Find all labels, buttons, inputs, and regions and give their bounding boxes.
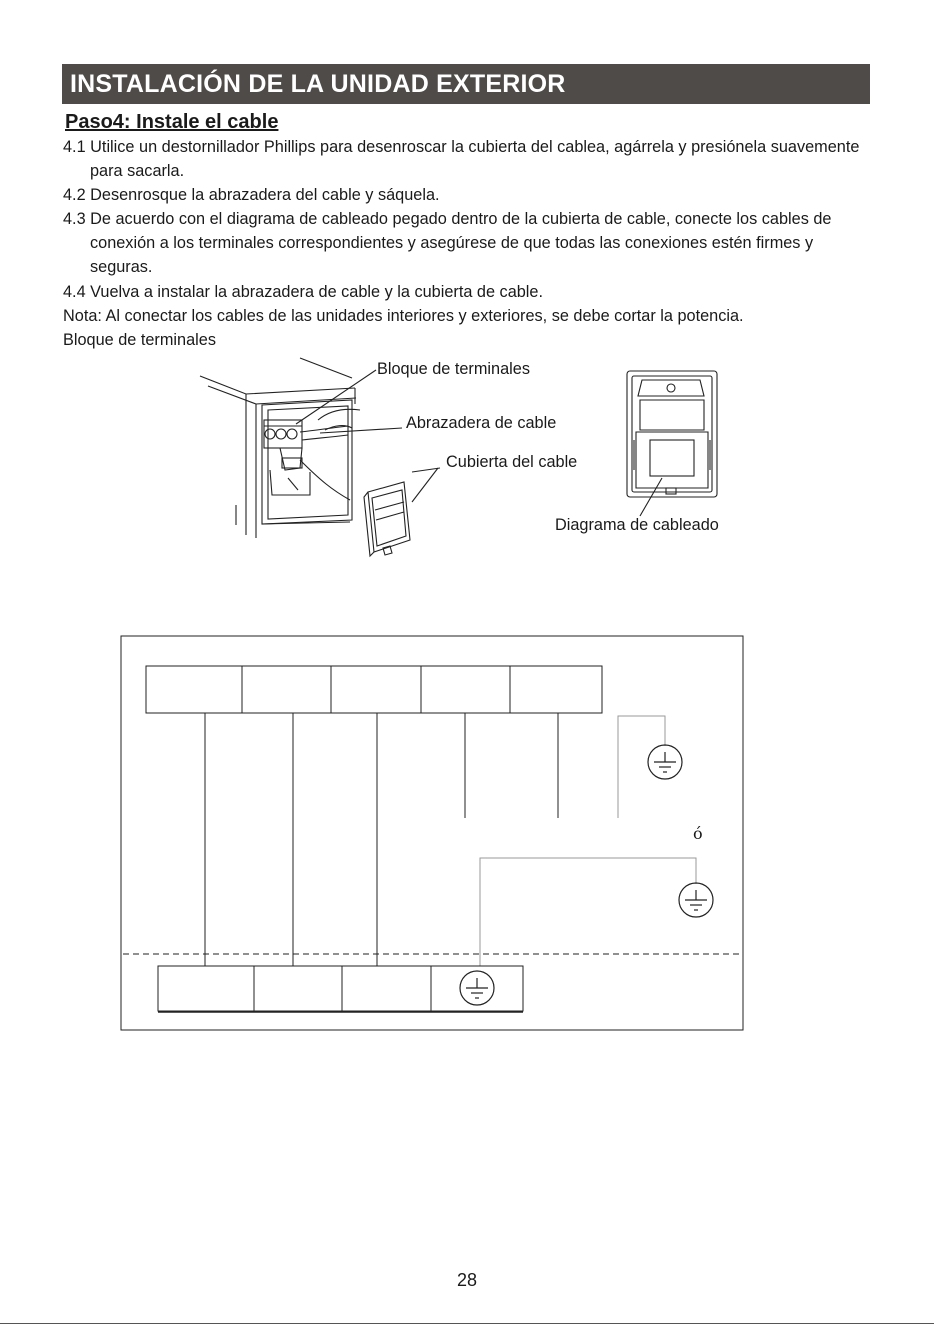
ground-icon (648, 745, 682, 779)
page-title: INSTALACIÓN DE LA UNIDAD EXTERIOR (70, 70, 566, 98)
connection-wires (205, 713, 696, 966)
instruction-4-3-line2: conexión a los terminales correspondientes y asegúrese de que todas las conexiones estén firmes y (90, 234, 814, 252)
callout-wiring-diagram: Diagrama de cableado (555, 516, 719, 534)
instruction-4-4: 4.4 Vuelva a instalar la abrazadera de cable y la cubierta de cable. (63, 283, 543, 301)
instruction-4-3-line3: seguras. (90, 258, 153, 276)
callout-cable-cover: Cubierta del cable (446, 453, 578, 471)
ground-icon (679, 883, 713, 917)
callout-terminal-block: Bloque de terminales (377, 360, 530, 378)
instruction-note: Nota: Al conectar los cables de las unidades interiores y exteriores, se debe cortar la potencia. (63, 307, 744, 325)
ground-icon (460, 971, 494, 1005)
page-number: 28 (456, 1270, 478, 1290)
outdoor-terminal-block (146, 666, 602, 713)
instruction-4-1-line1: 4.1 Utilice un destornillador Phillips para desenroscar la cubierta del cablea, agárrela y presiónela suavemente (63, 138, 860, 156)
terminal-block-heading: Bloque de terminales (63, 331, 216, 349)
instruction-4-1-line2: para sacarla. (90, 162, 185, 180)
or-label: ó (693, 824, 703, 843)
wiring-diagram-frame (121, 636, 743, 1030)
step-title: Paso4: Instale el cable (65, 111, 279, 133)
instruction-4-2: 4.2 Desenrosque la abrazadera del cable y sáquela. (63, 186, 440, 204)
bottom-rule (0, 1323, 934, 1324)
callout-cable-clamp: Abrazadera de cable (406, 414, 557, 432)
instruction-4-3-line1: 4.3 De acuerdo con el diagrama de cableado pegado dentro de la cubierta de cable, conecte los cables de (63, 210, 832, 228)
